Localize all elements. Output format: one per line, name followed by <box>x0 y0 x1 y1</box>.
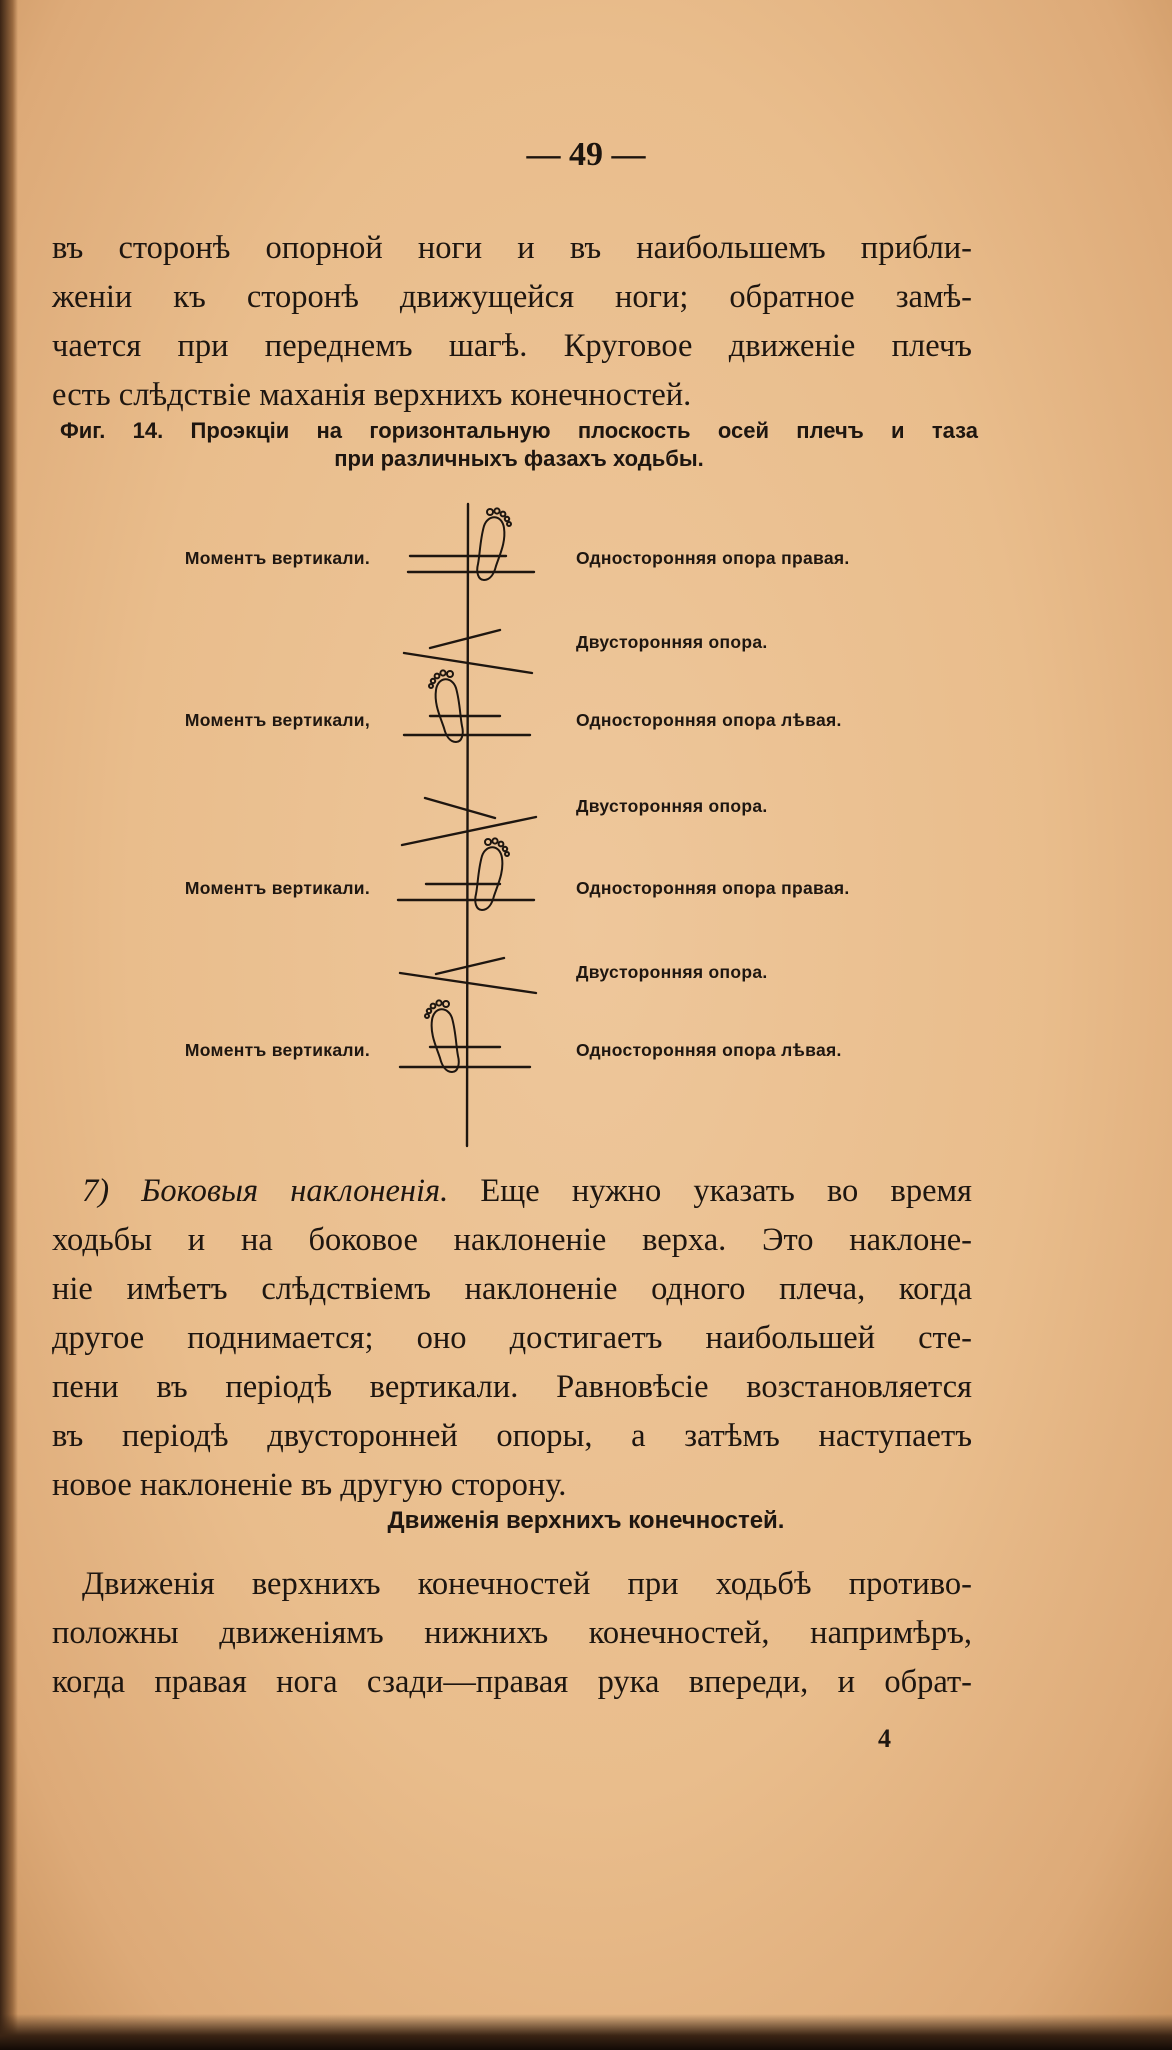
shoulder-axis-line <box>430 630 500 648</box>
label-single-support-right: Односторонняя опора правая. <box>576 878 850 898</box>
list-number: 7) <box>82 1173 110 1209</box>
label-vertical-moment: Моментъ вертикали, <box>184 710 370 730</box>
text-line: есть слѣдствіе маханія верхнихъ конечностей. <box>52 377 692 413</box>
text-line: положны движеніямъ нижнихъ конечностей, напримѣръ, <box>52 1615 972 1651</box>
page-number: — 49 — <box>526 136 646 173</box>
label-single-support-left: Односторонняя опора лѣвая. <box>576 1040 842 1060</box>
text-line: женіи къ сторонѣ движущейся ноги; обратное замѣ- <box>52 279 972 315</box>
signature-mark: 4 <box>878 1724 891 1753</box>
text-line <box>52 1167 972 1216</box>
label-double-support: Двусторонняя опора. <box>576 632 768 652</box>
text-line: пени въ періодѣ вертикали. Равновѣсіе возстановляется <box>52 1369 972 1405</box>
text-line: въ сторонѣ опорной ноги и въ наибольшемъ прибли- <box>52 230 972 266</box>
figure-gait-projection <box>0 500 1172 1160</box>
text-line: когда правая нога сзади—правая рука впереди, и обрат- <box>52 1664 972 1700</box>
text-fragment: Движенія верхнихъ конечностей при ходьбѣ противо- <box>82 1566 972 1602</box>
figure-caption-line: при различныхъ фазахъ ходьбы. <box>334 446 704 471</box>
text-line: ніе имѣетъ слѣдствіемъ наклоненіе одного плеча, когда <box>52 1271 972 1307</box>
gait-diagram <box>0 500 1172 1160</box>
text-line: ходьбы и на боковое наклоненіе верха. Это наклоне- <box>52 1222 972 1258</box>
vertical-axis-line <box>467 504 468 1146</box>
text-line: другое поднимается; оно достигаетъ наибольшей сте- <box>52 1320 972 1356</box>
figure-caption <box>60 417 978 473</box>
label-single-support-right: Односторонняя опора правая. <box>576 548 850 568</box>
label-vertical-moment: Моментъ вертикали. <box>184 878 370 898</box>
pelvis-axis-line <box>402 817 536 845</box>
paragraph-upper-limbs <box>52 1560 972 1707</box>
label-single-support-left: Односторонняя опора лѣвая. <box>576 710 842 730</box>
shoulder-axis-line <box>436 958 504 974</box>
shoulder-axis-line <box>425 798 495 818</box>
figure-caption-line: Фиг. 14. Проэкціи на горизонтальную плоскость осей плечъ и таза <box>60 418 978 443</box>
label-vertical-moment: Моментъ вертикали. <box>184 1040 370 1060</box>
paragraph-lateral-tilts <box>52 1167 972 1510</box>
left-foot-icon <box>425 1000 459 1072</box>
label-vertical-moment: Моментъ вертикали. <box>184 548 370 568</box>
label-double-support: Двусторонняя опора. <box>576 962 768 982</box>
paragraph-shoulder-rotation <box>52 224 972 420</box>
text-line: чается при переднемъ шагѣ. Круговое движеніе плечъ <box>52 328 972 364</box>
right-foot-icon <box>477 508 511 580</box>
text-fragment: Еще нужно указать во время <box>480 1173 973 1209</box>
label-double-support: Двусторонняя опора. <box>576 796 768 816</box>
text-line: въ періодѣ двусторонней опоры, а затѣмъ наступаетъ <box>52 1418 972 1454</box>
section-heading: Движенія верхнихъ конечностей. <box>387 1507 785 1534</box>
left-foot-icon <box>429 670 463 742</box>
subsection-title: Боковыя наклоненія. <box>141 1173 449 1209</box>
text-line <box>52 1560 972 1609</box>
text-line: новое наклоненіе въ другую сторону. <box>52 1467 567 1503</box>
